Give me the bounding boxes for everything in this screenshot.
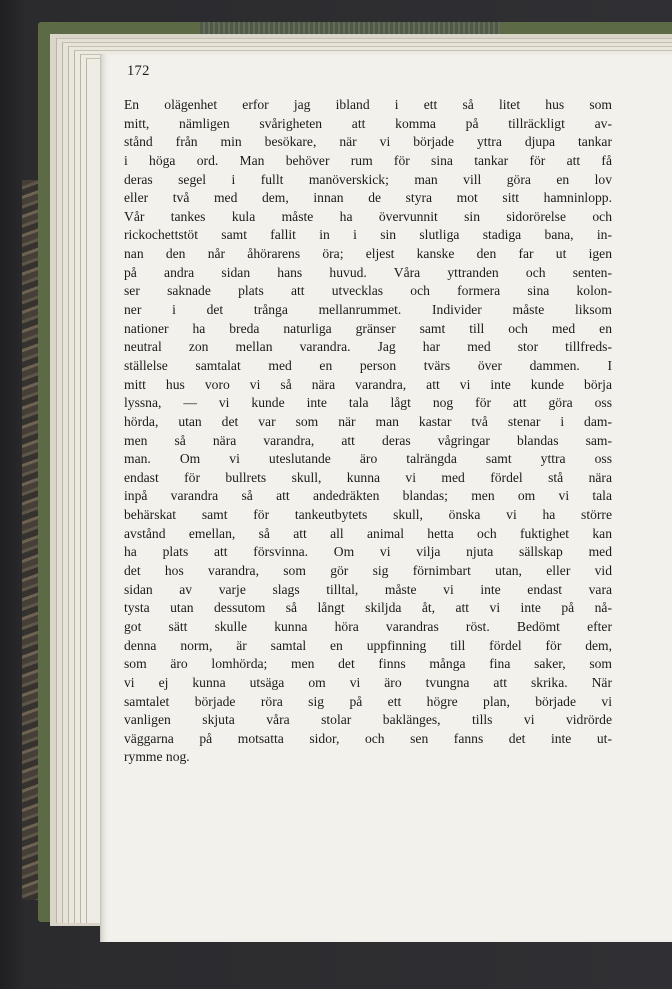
text-line: men så nära varandra, att deras vågringar blandas sam- (124, 432, 612, 448)
text-line: ställelse samtalat med en person tvärs över dammen. I (124, 357, 612, 373)
text-line: deras segel i fullt manöverskick; man vill göra en lov (124, 171, 612, 187)
text-line: väggarna på motsatta sidor, och sen fanns det inte ut- (124, 730, 612, 746)
page-body-text (124, 96, 612, 767)
text-line: nationer ha breda naturliga gränser samt till och med en (124, 320, 612, 336)
text-line: nan den når åhörarens öra; eljest kanske den far ut igen (124, 246, 612, 262)
text-line: hörda, utan det var som när man kastar två stenar i dam- (124, 413, 612, 429)
text-line: rickochettstöt samt fallit in i sin slutliga stadiga bana, in- (124, 227, 612, 243)
text-line: denna norm, är samtal en uppfinning till fördel för dem, (124, 637, 612, 653)
text-line: som äro lomhörda; men det finns många fina saker, som (124, 656, 612, 672)
text-line: sidan av varje slags tilltal, måste vi inte endast vara (124, 581, 612, 597)
text-line: vi ej kunna utsäga om vi äro tvungna att skrika. När (124, 674, 612, 690)
text-line: man. Om vi uteslutande äro talrängda samt yttra oss (124, 451, 612, 467)
text-line: i höga ord. Man behöver rum för sina tankar för att få (124, 152, 612, 168)
text-line: mitt, nämligen svårigheten att komma på tillräckligt av- (124, 115, 612, 131)
text-line: eller två med dem, innan de styra mot sitt hamninlopp. (124, 190, 612, 206)
text-line: endast för bullrets skull, kunna vi med fördel stå nära (124, 469, 612, 485)
text-line: behärskat samt för tankeutbytets skull, önska vi ha större (124, 507, 612, 523)
text-line: mitt hus voro vi så nära varandra, att vi inte kunde börja (124, 376, 612, 392)
text-line: ha plats att försvinna. Om vi vilja njuta sällskap med (124, 544, 612, 560)
text-line: rymme nog. (124, 749, 190, 765)
text-line: det hos varandra, som gör sig förnimbart utan, eller vid (124, 563, 612, 579)
text-line: inpå varandra så att andedräkten blandas; men om vi tala (124, 488, 612, 504)
text-line: avstånd emellan, så att all animal hetta och fuktighet kan (124, 525, 612, 541)
text-line: ner i det trånga mellanrummet. Individer måste liksom (124, 302, 612, 318)
text-line: Vår tankes kula måste ha övervunnit sin sidorörelse och (124, 208, 612, 224)
text-line: tysta utan dessutom så långt skiljda åt, att vi inte på nå- (124, 600, 612, 616)
text-line: neutral zon mellan varandra. Jag har med stor tillfreds- (124, 339, 612, 355)
text-line: lyssna, — vi kunde inte tala lågt nog för att göra oss (124, 395, 612, 411)
text-line: En olägenhet erfor jag ibland i ett så litet hus som (124, 97, 612, 112)
text-line: stånd från min besökare, när vi började yttra djupa tankar (124, 134, 612, 150)
text-line: på andra sidan hans huvud. Våra yttranden och senten- (124, 264, 612, 280)
text-line: got sätt skulle kunna höra varandras röst. Bedömt efter (124, 618, 612, 634)
text-line: vanligen skjuta våra stolar baklänges, tills vi vidrörde (124, 712, 612, 728)
text-line: ser saknade plats att utvecklas och formera sina kolon- (124, 283, 612, 299)
page-number: 172 (127, 63, 150, 79)
text-line: samtalet började röra sig på ett högre plan, började vi (124, 693, 612, 709)
